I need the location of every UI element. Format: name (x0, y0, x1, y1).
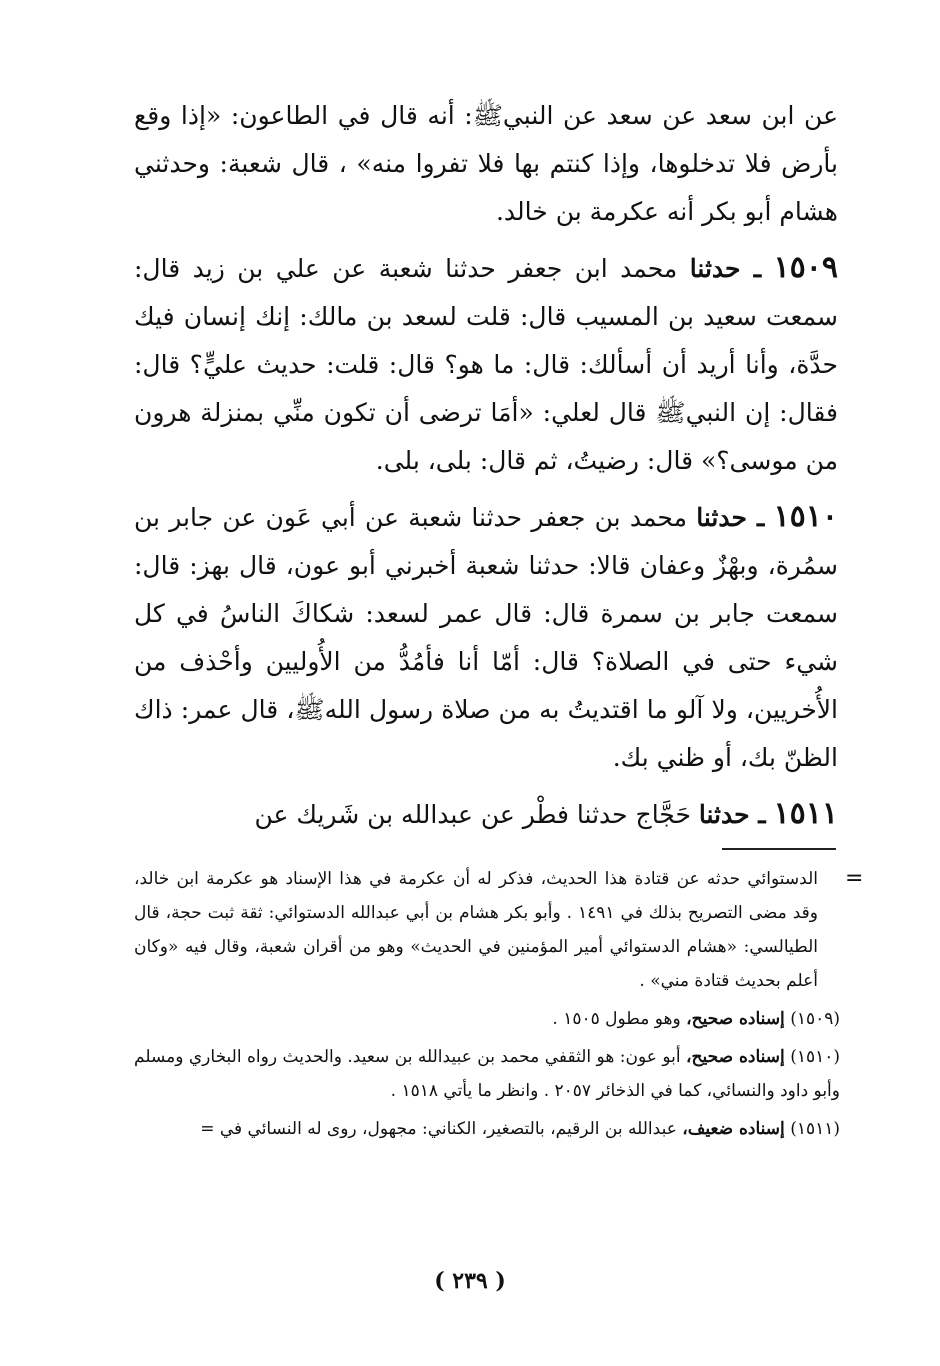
footnote-grade: إسناده صحيح، (686, 1009, 785, 1029)
hadith-1511 (134, 790, 838, 839)
footnotes (134, 862, 840, 1150)
hadith-text: محمد بن جعفر حدثنا شعبة عن أبي عَون عن جابر بن سمُرة، وبهْزٌ وعفان قالا: حدثنا شعبة أخبرني أبو عون، قال بهز: قال: سمعت جابر بن سمرة قال: قال عمر لسعد: شكاكَ الناسُ في كل شيء حتى في الصلاة؟ قال: أمّا أنا فأمُدُّ من الأُوليين وأحْذف من الأُخريين، ولا آلو ما اقتديتُ به من صلاة رسول اللهﷺ، قال عمر: ذاك الظنّ بك، أو ظني بك. (134, 503, 838, 772)
footnote-ref: (١٥١١) (790, 1119, 840, 1139)
footnote-continuation (134, 862, 840, 998)
hadith-opening: ـ حدثنا (698, 800, 766, 829)
hadith-number: ١٥١١ (773, 796, 838, 831)
footnote-1511 (134, 1112, 840, 1146)
hadith-opening: ـ حدثنا (689, 254, 762, 283)
hadith-opening: ـ حدثنا (696, 503, 765, 532)
footnote-ref: (١٥٠٩) (790, 1009, 840, 1029)
main-text (134, 92, 838, 847)
hadith-text: حَجَّاج حدثنا فطْر عن عبدالله بن شَريك عن (254, 800, 691, 829)
footnote-grade: إسناده صحيح، (686, 1047, 785, 1067)
footnote-1509 (134, 1002, 840, 1036)
footnote-divider (722, 848, 836, 850)
continuation-text: عن ابن سعد عن سعد عن النبيﷺ: أنه قال في الطاعون: «إذا وقع بأرض فلا تدخلوها، وإذا كنتم بها فلا تفروا منه» ، قال شعبة: وحدثني هشام أبو بكر أنه عكرمة بن خالد. (134, 101, 838, 226)
hadith-number: ١٥١٠ (773, 499, 838, 534)
footnote-text: أبو عون: هو الثقفي محمد بن عبيدالله بن سعيد. والحديث رواه البخاري ومسلم وأبو داود والنسائي، كما في الذخائر ٢٠٥٧ . وانظر ما يأتي ١٥١٨ . (134, 1047, 840, 1101)
footnote-text: عبدالله بن الرقيم، بالتصغير، الكناني: مجهول، روى له النسائي في = (200, 1119, 677, 1139)
page-number: ( ٢٣٩ ) (434, 1268, 506, 1294)
footnote-continuation-mark: = (845, 866, 864, 891)
hadith-text: محمد ابن جعفر حدثنا شعبة عن علي بن زيد قال: سمعت سعيد بن المسيب قال: قلت لسعد بن مالك: إنك إنسان فيك حدَّة، وأنا أريد أن أسألك: قال: ما هو؟ قال: قلت: حديث عليٍّ؟ قال: فقال: إن النبيﷺ قال لعلي: «أمَا ترضى أن تكون منِّي بمنزلة هرون من موسى؟» قال: رضيتُ، ثم قال: بلى، بلى. (134, 254, 838, 475)
footnote-grade: إسناده ضعيف، (682, 1119, 785, 1139)
hadith-number: ١٥٠٩ (773, 250, 838, 285)
footnote-1510 (134, 1040, 840, 1108)
footnote-text: الدستوائي حدثه عن قتادة هذا الحديث، فذكر له أن عكرمة في هذا الإسناد هو عكرمة ابن خالد، وقد مضى التصريح بذلك في ١٤٩١ . وأبو بكر هشام بن أبي عبدالله الدستوائي: ثقة ثبت حجة، قال الطيالسي: «هشام الدستوائي أمير المؤمنين في الحديث» وهو من أقران شعبة، وقال فيه «وكان أعلم بحديث قتادة مني» . (134, 869, 818, 991)
hadith-1510 (134, 493, 838, 782)
hadith-1509 (134, 244, 838, 485)
footnote-ref: (١٥١٠) (790, 1047, 841, 1067)
paragraph-continuation (134, 92, 838, 236)
footnote-text: وهو مطول ١٥٠٥ . (552, 1009, 681, 1029)
